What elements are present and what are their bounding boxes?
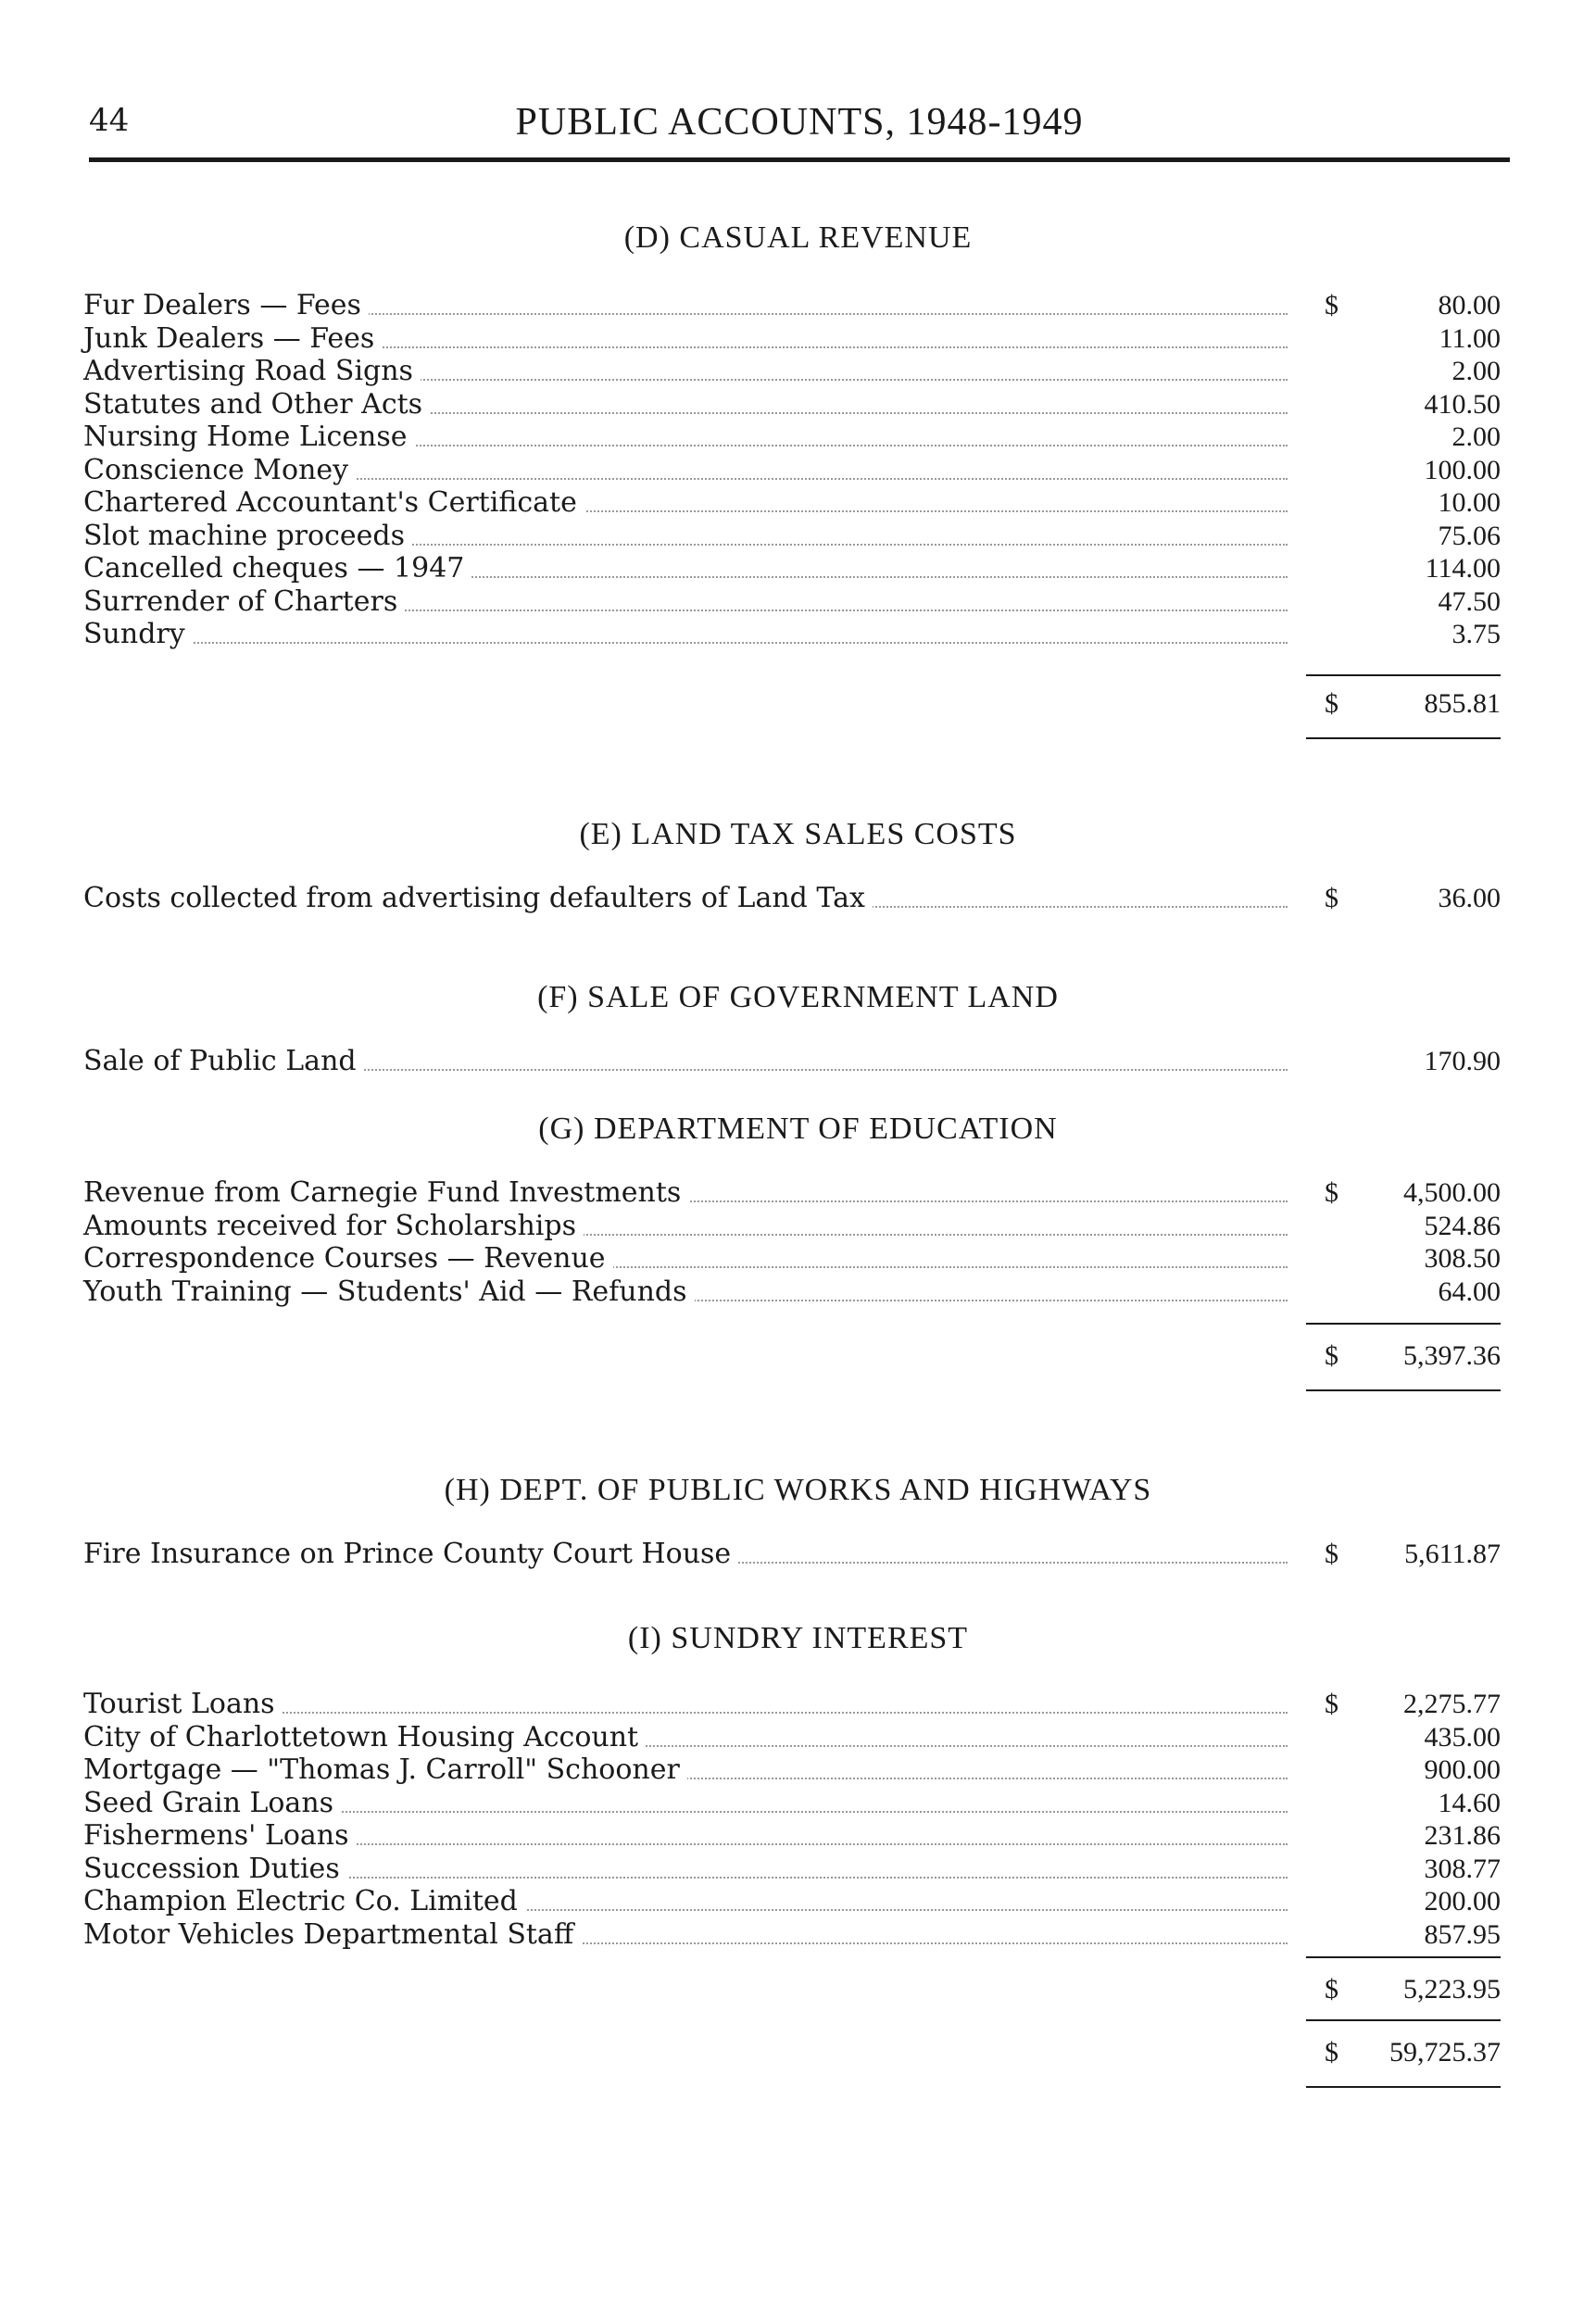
line-item — [83, 454, 1501, 487]
line-item-label: Motor Vehicles Departmental Staff — [83, 1918, 581, 1952]
line-item-label: Cancelled cheques — 1947 — [83, 552, 471, 585]
line-item-amount: 170.90 — [1424, 1046, 1501, 1076]
line-item — [83, 882, 1501, 915]
sundry-interest-total-rule — [1306, 1956, 1501, 1958]
total-currency: $ — [1325, 688, 1338, 719]
section-heading-sundry-interest: (I) SUNDRY INTEREST — [627, 1621, 969, 1655]
education-total-rule — [1306, 1323, 1501, 1325]
line-item-amount: 857.95 — [1424, 1918, 1501, 1950]
section-heading-public-works-and-highways: (H) DEPT. OF PUBLIC WORKS AND HIGHWAYS — [444, 1473, 1152, 1507]
line-item-amount: 4,500.00 — [1403, 1177, 1501, 1208]
line-item-amount: 900.00 — [1424, 1754, 1501, 1785]
line-item — [83, 486, 1501, 520]
line-item — [83, 585, 1501, 619]
line-item-label: Amounts received for Scholarships — [83, 1210, 584, 1243]
line-item-currency: $ — [1325, 1539, 1338, 1569]
line-item-amount: 80.00 — [1438, 290, 1501, 320]
line-item-label: Junk Dealers — Fees — [83, 322, 382, 356]
line-item-label: Champion Electric Co. Limited — [83, 1885, 525, 1918]
line-item — [83, 1538, 1501, 1571]
line-item-amount: 3.75 — [1451, 619, 1501, 649]
line-item-amount: 308.50 — [1424, 1243, 1501, 1274]
line-item-amount: 410.50 — [1424, 388, 1501, 420]
grand-total-currency: $ — [1325, 2037, 1338, 2067]
line-item-currency: $ — [1325, 883, 1338, 913]
line-item-amount: 308.77 — [1424, 1853, 1501, 1884]
line-item-label: City of Charlottetown Housing Account — [83, 1721, 646, 1754]
line-item-amount: 10.00 — [1438, 487, 1501, 518]
line-item-amount: 11.00 — [1439, 322, 1501, 354]
line-item-amount: 524.86 — [1424, 1210, 1501, 1241]
line-item — [83, 1721, 1501, 1754]
casual-revenue-total — [83, 687, 1501, 721]
section-heading-department-of-education: (G) DEPARTMENT OF EDUCATION — [538, 1112, 1058, 1146]
line-item-amount: 5,611.87 — [1404, 1539, 1501, 1569]
line-item-currency: $ — [1325, 1177, 1338, 1208]
grand-total — [83, 2036, 1501, 2069]
line-item-label: Seed Grain Loans — [83, 1787, 341, 1820]
line-item — [83, 1853, 1501, 1886]
line-item-label: Fire Insurance on Prince County Court House — [83, 1538, 738, 1571]
line-item — [83, 1885, 1501, 1918]
line-item-label: Tourist Loans — [83, 1688, 283, 1721]
header-divider — [89, 157, 1510, 162]
line-item — [83, 618, 1501, 651]
line-item-amount: 47.50 — [1438, 585, 1501, 617]
line-item-label: Slot machine proceeds — [83, 520, 412, 553]
line-item — [83, 421, 1501, 454]
total-currency: $ — [1325, 1974, 1338, 2005]
page-title: PUBLIC ACCOUNTS, 1948-1949 — [515, 101, 1084, 144]
section-heading-land-tax-sales-costs: (E) LAND TAX SALES COSTS — [579, 817, 1017, 851]
line-item — [83, 355, 1501, 388]
education-total — [83, 1339, 1501, 1373]
line-item — [83, 1045, 1501, 1078]
line-item-currency: $ — [1325, 290, 1338, 320]
line-item-amount: 36.00 — [1438, 883, 1501, 913]
line-item-label: Fur Dealers — Fees — [83, 289, 369, 322]
line-item — [83, 1176, 1501, 1210]
line-item-currency: $ — [1325, 1689, 1338, 1719]
grand-total-amount: 59,725.37 — [1389, 2037, 1501, 2067]
line-item-label: Costs collected from advertising defaulters of Land Tax — [83, 882, 873, 915]
line-item — [83, 322, 1501, 356]
casual-revenue-total-underline — [1306, 737, 1501, 739]
line-item — [83, 1210, 1501, 1243]
line-item-label: Mortgage — "Thomas J. Carroll" Schooner — [83, 1753, 687, 1787]
line-item — [83, 1276, 1501, 1309]
line-item — [83, 1819, 1501, 1853]
line-item — [83, 289, 1501, 322]
line-item-label: Statutes and Other Acts — [83, 388, 430, 421]
total-currency: $ — [1325, 1340, 1338, 1371]
page-header — [89, 100, 1510, 156]
line-item-label: Nursing Home License — [83, 421, 414, 454]
line-item-label: Advertising Road Signs — [83, 355, 421, 388]
sundry-interest-total — [83, 1973, 1501, 2006]
line-item-amount: 435.00 — [1424, 1721, 1501, 1753]
line-item-label: Correspondence Courses — Revenue — [83, 1242, 613, 1276]
total-amount: 5,397.36 — [1403, 1340, 1501, 1371]
line-item-label: Sale of Public Land — [83, 1045, 364, 1078]
line-item-amount: 2.00 — [1451, 421, 1501, 452]
line-item-label: Fishermens' Loans — [83, 1819, 357, 1853]
section-heading-casual-revenue: (D) CASUAL REVENUE — [623, 220, 973, 255]
line-item-amount: 114.00 — [1425, 553, 1501, 584]
line-item-label: Sundry — [83, 618, 193, 651]
total-amount: 5,223.95 — [1403, 1974, 1501, 2005]
line-item-amount: 64.00 — [1438, 1276, 1501, 1307]
line-item-label: Conscience Money — [83, 454, 356, 487]
line-item — [83, 1753, 1501, 1787]
line-item-label: Surrender of Charters — [83, 585, 405, 619]
line-item-label: Youth Training — Students' Aid — Refunds — [83, 1276, 695, 1309]
line-item — [83, 552, 1501, 585]
line-item — [83, 388, 1501, 421]
line-item-amount: 231.86 — [1424, 1820, 1501, 1851]
line-item-label: Chartered Accountant's Certificate — [83, 486, 584, 520]
line-item — [83, 1918, 1501, 1952]
line-item — [83, 1787, 1501, 1820]
line-item-amount: 2.00 — [1451, 356, 1501, 386]
line-item-amount: 75.06 — [1438, 520, 1501, 551]
line-item — [83, 1688, 1501, 1721]
section-heading-sale-of-government-land: (F) SALE OF GOVERNMENT LAND — [537, 980, 1059, 1014]
line-item — [83, 1242, 1501, 1276]
sundry-interest-total-underline — [1306, 2019, 1501, 2021]
line-item-label: Revenue from Carnegie Fund Investments — [83, 1176, 688, 1210]
page-number: 44 — [89, 102, 130, 139]
education-total-underline — [1306, 1389, 1501, 1391]
line-item-amount: 14.60 — [1438, 1787, 1501, 1818]
line-item-amount: 200.00 — [1424, 1886, 1501, 1917]
line-item-amount: 100.00 — [1424, 454, 1501, 485]
dot-leader — [83, 642, 1288, 644]
grand-total-underline — [1306, 2086, 1501, 2088]
line-item-label: Succession Duties — [83, 1853, 347, 1886]
line-item — [83, 520, 1501, 553]
line-item-amount: 2,275.77 — [1403, 1689, 1501, 1719]
total-amount: 855.81 — [1424, 688, 1501, 719]
casual-revenue-total-rule — [1306, 674, 1501, 676]
